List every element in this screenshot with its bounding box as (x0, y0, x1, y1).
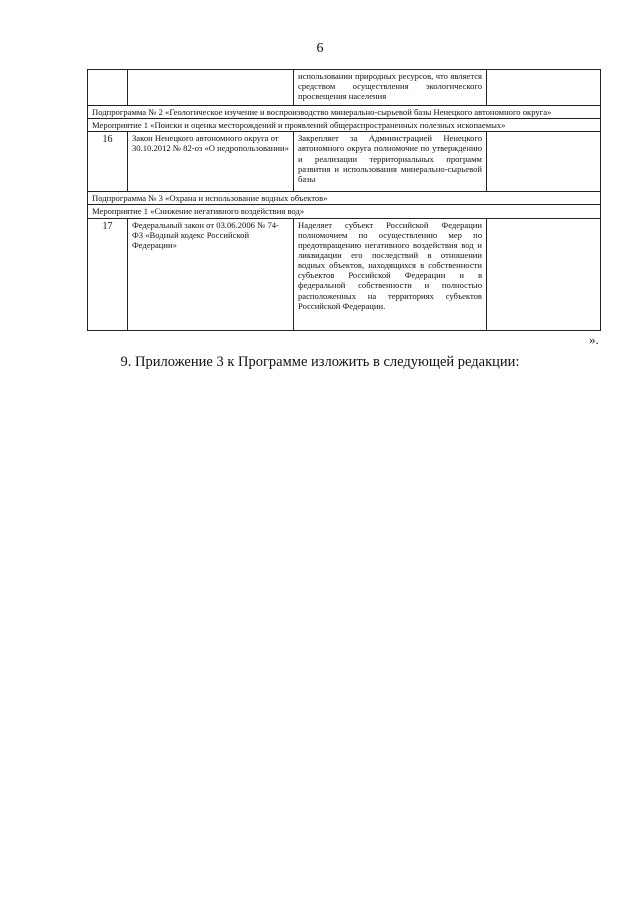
table-row (88, 70, 601, 106)
row-description: Закрепляет за Администрацией Ненецкого автономного округа полномочие по утверждению и реализации территориальных программ развития и использования минерально-сырьевой базы (294, 132, 487, 192)
page-number: 6 (316, 41, 324, 56)
cell-law (128, 70, 294, 106)
row-number: 17 (88, 218, 128, 330)
row-description: Наделяет субъект Российской Федерации полномочием по осуществлению мер по предотвращению негативного воздействия вод и ликвидации его последствий в отношении водных объектов, находящихся в собственности субъектов Российской Федерации и в федеральной собственности и полностью расположенных на территориях субъектов Российской Федерации. (294, 218, 487, 330)
subprogram-row (88, 192, 601, 205)
cell-number (88, 70, 128, 106)
amendment-instruction: 9. Приложение 3 к Программе изложить в следующей редакции: (120, 354, 520, 370)
measure-row (88, 119, 601, 132)
subprogram-2-title: Подпрограмма № 2 «Геологическое изучение и воспроизводство минерально-сырьевой базы Ненецкого автономного округа» (88, 106, 601, 119)
row-law: Закон Ненецкого автономного округа от 30.10.2012 № 82-оз «О недропользовании» (128, 132, 294, 192)
row-law: Федеральный закон от 03.06.2006 № 74-ФЗ «Водный кодекс Российской Федерации» (128, 218, 294, 330)
row-number: 16 (88, 132, 128, 192)
table-row (88, 218, 601, 330)
cell-empty (487, 70, 601, 106)
subprogram-3-title: Подпрограмма № 3 «Охрана и использование водных объектов» (88, 192, 601, 205)
closing-quote: ». (589, 332, 599, 347)
table-row (88, 132, 601, 192)
measure-row (88, 205, 601, 218)
measure-sp2-title: Мероприятие 1 «Поиски и оценка месторождений и проявлений общераспространенных полезных ископаемых» (88, 119, 601, 132)
cell-description: использовании природных ресурсов, что является средством осуществления экологического просвещения населения (294, 70, 487, 106)
measure-sp3-title: Мероприятие 1 «Снижение негативного воздействия вод» (88, 205, 601, 218)
legal-acts-table (87, 69, 601, 331)
subprogram-row (88, 106, 601, 119)
cell-empty (487, 218, 601, 330)
cell-empty (487, 132, 601, 192)
